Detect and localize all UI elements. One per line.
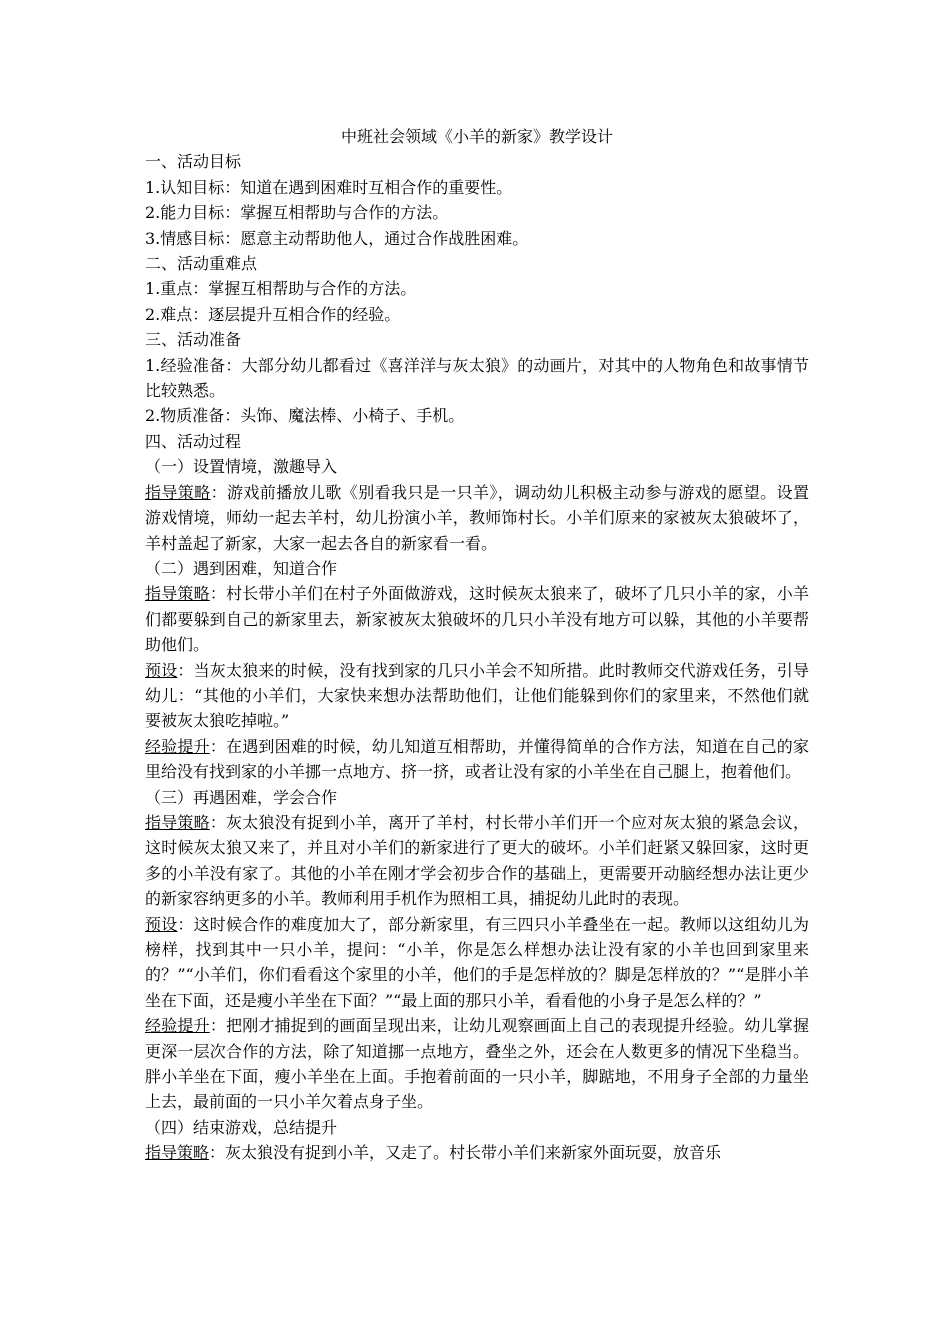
strategy-text: ：灰太狼没有捉到小羊，离开了羊村，村长带小羊们开一个应对灰太狼的紧急会议，这时候灰太狼又来了，并且对小羊们的新家进行了更大的破坏。小羊们赶紧又躲回家，这时更多的小羊没有家了。其他的小羊在刚才学会初步合作的基础上，更需要开动脑经想办法让更少的新家容纳更多的小羊。教师利用手机作为照相工具，捕捉幼儿此时的表现。 bbox=[145, 812, 809, 909]
process-paragraph bbox=[145, 734, 809, 785]
document-page bbox=[145, 124, 809, 1166]
goal-item: 2.能力目标：掌握互相帮助与合作的方法。 bbox=[145, 203, 449, 223]
process-paragraph bbox=[145, 658, 809, 734]
process-paragraph bbox=[145, 912, 809, 1014]
preset-text: ：当灰太狼来的时候，没有找到家的几只小羊会不知所措。此时教师交代游戏任务，引导幼儿：“其他的小羊们，大家快来想办法帮助他们，让他们能躲到你们的家里来，不然他们就要被灰太狼吃掉啦。” bbox=[145, 660, 809, 731]
process-step-heading: （二）遇到困难，知道合作 bbox=[145, 558, 338, 578]
preparation-item: 2.物质准备：头饰、魔法棒、小椅子、手机。 bbox=[145, 406, 465, 426]
process-step-heading: （三）再遇困难，学会合作 bbox=[145, 787, 338, 807]
section-heading-key-points: 二、活动重难点 bbox=[145, 254, 258, 274]
strategy-text: ：村长带小羊们在村子外面做游戏，这时候灰太狼来了，破坏了几只小羊的家，小羊们都要躲到自己的新家里去，新家被灰太狼破坏的几只小羊没有地方可以躲，其他的小羊要帮助他们。 bbox=[145, 584, 809, 655]
strategy-label: 指导策略 bbox=[145, 1143, 210, 1163]
strategy-label: 指导策略 bbox=[145, 584, 210, 604]
preset-label: 预设 bbox=[145, 660, 178, 680]
preset-label: 预设 bbox=[145, 914, 178, 934]
experience-text: ：在遇到困难的时候，幼儿知道互相帮助，并懂得简单的合作方法，知道在自己的家里给没有找到家的小羊挪一点地方、挤一挤，或者让没有家的小羊坐在自己腿上，抱着他们。 bbox=[145, 736, 809, 782]
section-heading-process: 四、活动过程 bbox=[145, 431, 242, 451]
process-paragraph bbox=[145, 1013, 809, 1115]
strategy-label: 指导策略 bbox=[145, 482, 211, 502]
key-point-item: 2.难点：逐层提升互相合作的经验。 bbox=[145, 304, 401, 324]
experience-text: ：把刚才捕捉到的画面呈现出来，让幼儿观察画面上自己的表现提升经验。幼儿掌握更深一层次合作的方法，除了知道挪一点地方，叠坐之外，还会在人数更多的情况下坐稳当。胖小羊坐在下面，瘦小羊坐在上面。手抱着前面的一只小羊，脚踮地，不用身子全部的力量坐上去，最前面的一只小羊欠着点身子坐。 bbox=[145, 1016, 809, 1112]
process-step-heading: （一）设置情境，激趣导入 bbox=[145, 457, 338, 477]
process-paragraph bbox=[145, 1140, 809, 1165]
experience-label: 经验提升 bbox=[145, 1016, 210, 1036]
section-heading-preparation: 三、活动准备 bbox=[145, 330, 242, 350]
strategy-text: ：游戏前播放儿歌《别看我只是一只羊》，调动幼儿积极主动参与游戏的愿望。设置游戏情境，师幼一起去羊村，幼儿扮演小羊，教师饰村长。小羊们原来的家被灰太狼破坏了，羊村盖起了新家，大家一起去各自的新家看一看。 bbox=[145, 482, 809, 553]
preparation-item: 1.经验准备：大部分幼儿都看过《喜洋洋与灰太狼》的动画片，对其中的人物角色和故事情节比较熟悉。 bbox=[145, 355, 809, 401]
document-title: 中班社会领域《小羊的新家》教学设计 bbox=[340, 127, 613, 146]
goal-item: 1.认知目标：知道在遇到困难时互相合作的重要性。 bbox=[145, 177, 513, 197]
preset-text: ：这时候合作的难度加大了，部分新家里，有三四只小羊叠坐在一起。教师以这组幼儿为榜样，找到其中一只小羊，提问：“小羊，你是怎么样想办法让没有家的小羊也回到家里来的？”“小羊们，你们看看这个家里的小羊，他们的手是怎样放的？脚是怎样放的？”“是胖小羊坐在下面，还是瘦小羊坐在下面？”“最上面的那只小羊，看看他的小身子是怎么样的？” bbox=[145, 914, 809, 1010]
process-paragraph bbox=[145, 810, 809, 912]
process-step-heading: （四）结束游戏，总结提升 bbox=[145, 1117, 338, 1137]
process-paragraph bbox=[145, 581, 809, 657]
section-heading-goals: 一、活动目标 bbox=[145, 152, 242, 172]
strategy-label: 指导策略 bbox=[145, 812, 210, 832]
goal-item: 3.情感目标：愿意主动帮助他人，通过合作战胜困难。 bbox=[145, 228, 529, 248]
experience-label: 经验提升 bbox=[145, 736, 210, 756]
process-paragraph bbox=[145, 480, 809, 556]
strategy-text: ：灰太狼没有捉到小羊，又走了。村长带小羊们来新家外面玩耍，放音乐 bbox=[209, 1143, 722, 1163]
key-point-item: 1.重点：掌握互相帮助与合作的方法。 bbox=[145, 279, 417, 299]
